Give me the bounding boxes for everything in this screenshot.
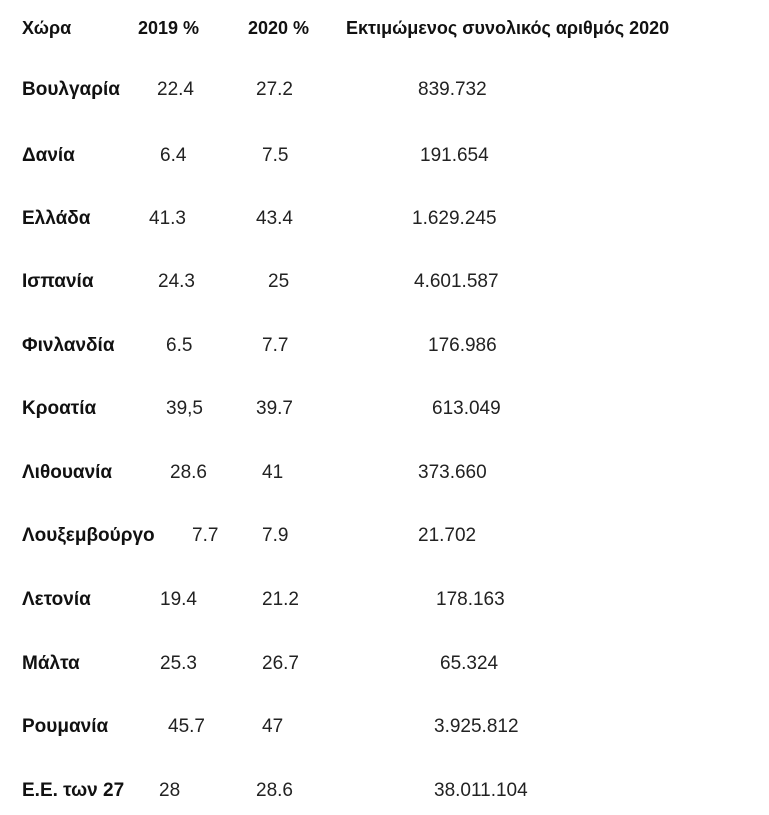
row-country: Λετονία [22, 589, 91, 610]
header-2020-percent: 2020 % [248, 18, 310, 38]
row-pct-2020: 7.5 [262, 145, 289, 166]
header-2019-percent: 2019 % [138, 18, 200, 38]
row-pct-2019: 7.7 [192, 525, 219, 546]
header-country: Χώρα [22, 18, 72, 38]
row-country: Φινλανδία [22, 335, 115, 356]
row-total-2020: 21.702 [418, 525, 477, 546]
row-pct-2020: 21.2 [262, 589, 299, 610]
row-pct-2020: 28.6 [256, 780, 293, 801]
row-pct-2020: 25 [268, 271, 290, 292]
row-pct-2020: 41 [262, 462, 284, 483]
row-pct-2019: 19.4 [160, 589, 197, 610]
row-total-2020: 38.011.104 [434, 780, 528, 801]
header-estimated-total-2020: Εκτιμώμενος συνολικός αριθμός 2020 [346, 18, 670, 38]
row-country: Λουξεμβούργο [22, 525, 155, 546]
row-country: Ελλάδα [22, 208, 91, 229]
row-total-2020: 613.049 [432, 398, 501, 419]
row-country: Ισπανία [22, 271, 94, 292]
row-country: Ρουμανία [22, 716, 109, 737]
row-country: Βουλγαρία [22, 79, 120, 100]
row-country: Μάλτα [22, 653, 80, 674]
row-pct-2020: 26.7 [262, 653, 299, 674]
row-country: Κροατία [22, 398, 97, 419]
row-total-2020: 3.925.812 [434, 716, 519, 737]
row-total-2020: 191.654 [420, 145, 489, 166]
row-pct-2020: 7.9 [262, 525, 289, 546]
row-pct-2019: 28.6 [170, 462, 207, 483]
row-total-2020: 65.324 [440, 653, 499, 674]
row-country: Ε.Ε. των 27 [22, 780, 125, 801]
row-total-2020: 4.601.587 [414, 271, 499, 292]
row-pct-2020: 27.2 [256, 79, 293, 100]
row-pct-2019: 22.4 [157, 79, 194, 100]
row-total-2020: 839.732 [418, 79, 487, 100]
row-pct-2019: 6.5 [166, 335, 193, 356]
row-country: Δανία [22, 145, 75, 166]
row-pct-2019: 45.7 [168, 716, 205, 737]
row-total-2020: 373.660 [418, 462, 487, 483]
row-pct-2019: 25.3 [160, 653, 197, 674]
row-pct-2019: 28 [159, 780, 181, 801]
row-pct-2019: 41.3 [149, 208, 186, 229]
row-total-2020: 178.163 [436, 589, 505, 610]
row-total-2020: 1.629.245 [412, 208, 497, 229]
row-total-2020: 176.986 [428, 335, 497, 356]
row-pct-2019: 24.3 [158, 271, 195, 292]
row-pct-2020: 43.4 [256, 208, 293, 229]
row-pct-2019: 39,5 [166, 398, 203, 419]
row-pct-2020: 7.7 [262, 335, 289, 356]
row-country: Λιθουανία [22, 462, 113, 483]
row-pct-2020: 39.7 [256, 398, 293, 419]
row-pct-2020: 47 [262, 716, 284, 737]
row-pct-2019: 6.4 [160, 145, 187, 166]
